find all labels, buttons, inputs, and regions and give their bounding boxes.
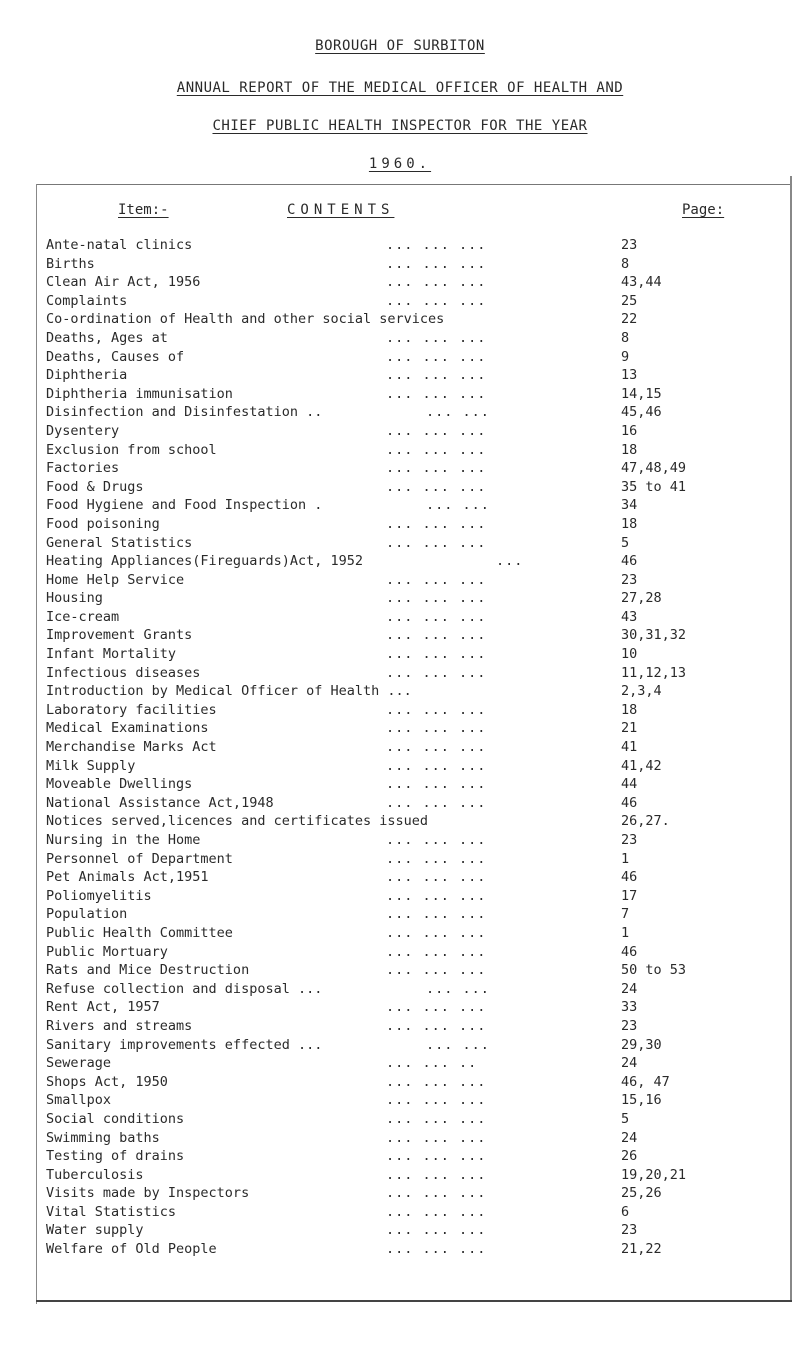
entry-leader-dots: ... ... ... <box>386 1017 487 1034</box>
contents-entry <box>46 329 786 348</box>
entry-page: 23 <box>621 832 638 848</box>
entry-leader-dots: ... ... ... <box>386 348 487 365</box>
entry-page: 17 <box>621 887 638 904</box>
entry-page: 7 <box>621 906 630 923</box>
entry-leader-dots: ... ... ... <box>386 1092 487 1109</box>
contents-entry <box>46 1129 786 1148</box>
entry-label: Rats and Mice Destruction <box>46 962 250 979</box>
entry-page: 5 <box>621 1110 630 1127</box>
entry-leader-dots: ... ... ... <box>386 329 487 346</box>
contents-entry <box>46 1221 786 1240</box>
entry-label: Food & Drugs <box>46 478 144 495</box>
entry-leader-dots: ... ... ... <box>386 887 487 904</box>
entry-label: Tuberculosis <box>46 1166 144 1183</box>
entry-page: 23 <box>621 1017 638 1034</box>
entry-leader-dots: ... ... ... <box>386 869 487 886</box>
entry-page: 47,48,49 <box>621 460 687 477</box>
entry-leader-dots: ... ... ... <box>386 701 487 718</box>
contents-entry <box>46 534 786 553</box>
entry-leader-dots: ... ... ... <box>386 1185 487 1202</box>
entry-label: Sewerage <box>46 1055 112 1072</box>
entry-label: Complaints <box>46 292 128 309</box>
entry-leader-dots: ... ... ... <box>386 1110 487 1127</box>
entry-leader-dots: ... ... ... <box>386 255 487 272</box>
entry-label: Rivers and streams <box>46 1017 193 1034</box>
entry-leader-dots: ... ... ... <box>386 1166 487 1183</box>
entry-leader-dots: ... ... ... <box>386 385 487 402</box>
entry-leader-dots: ... ... ... <box>386 590 487 607</box>
entry-page: 45,46 <box>621 404 662 421</box>
entry-page: 46 <box>621 553 638 570</box>
column-header-page: Page: <box>682 202 725 218</box>
entry-label: Smallpox <box>46 1092 112 1109</box>
entry-page: 23 <box>621 237 638 253</box>
entry-label: Moveable Dwellings <box>46 776 193 793</box>
entry-label: Pet Animals Act,1951 <box>46 869 209 886</box>
entry-leader-dots: ... ... ... <box>386 943 487 960</box>
entry-page: 18 <box>621 701 638 718</box>
contents-entry <box>46 812 786 831</box>
entry-page: 18 <box>621 441 638 458</box>
contents-entry <box>46 403 786 422</box>
entry-leader-dots: ... ... ... <box>386 441 487 458</box>
contents-entry <box>46 273 786 292</box>
entry-leader-dots: ... ... ... <box>386 515 487 532</box>
entry-label: Births <box>46 255 95 272</box>
entry-page: 25 <box>621 292 638 309</box>
entry-label: Ante-natal clinics <box>46 237 193 253</box>
contents-entry <box>46 775 786 794</box>
entry-page: 18 <box>621 515 638 532</box>
contents-entry <box>46 1166 786 1185</box>
entry-page: 27,28 <box>621 590 662 607</box>
entry-label: Heating Appliances(Fireguards)Act, 1952 <box>46 553 363 570</box>
contents-entry <box>46 719 786 738</box>
entry-page: 33 <box>621 999 638 1016</box>
entry-leader-dots: ... ... ... <box>386 367 487 384</box>
entry-page: 23 <box>621 1222 638 1239</box>
entry-page: 26,27. <box>621 813 670 830</box>
entry-leader-dots: ... ... ... <box>386 906 487 923</box>
contents-entry <box>46 868 786 887</box>
entry-page: 15,16 <box>621 1092 662 1109</box>
entry-leader-dots: ... ... ... <box>386 1073 487 1090</box>
contents-entry <box>46 366 786 385</box>
report-year: 1960. <box>368 156 432 172</box>
entry-label: Infectious diseases <box>46 664 201 681</box>
entry-leader-dots: ... ... ... <box>386 776 487 793</box>
entry-label: Factories <box>46 460 120 477</box>
entry-page: 23 <box>621 571 638 588</box>
entry-page: 46 <box>621 794 638 811</box>
entry-page: 22 <box>621 311 638 328</box>
entry-label: Infant Mortality <box>46 646 177 663</box>
contents-entry <box>46 980 786 999</box>
entry-label: Food Hygiene and Food Inspection . <box>46 497 323 514</box>
entry-label: Personnel of Department <box>46 850 233 867</box>
entry-label: Improvement Grants <box>46 627 193 644</box>
contents-entry <box>46 794 786 813</box>
entry-leader-dots: ... ... ... <box>386 571 487 588</box>
entry-page: 11,12,13 <box>621 664 687 681</box>
entry-label: Notices served,licences and certificates issued <box>46 813 429 830</box>
frame-bottom-rule <box>36 1300 792 1302</box>
entry-leader-dots: ... ... ... <box>386 534 487 551</box>
contents-entry <box>46 515 786 534</box>
column-header-item: Item:- <box>118 202 169 218</box>
contents-entry <box>46 255 786 274</box>
entry-leader-dots: ... ... <box>426 404 490 421</box>
entry-page: 10 <box>621 646 638 663</box>
entry-leader-dots: ... ... ... <box>386 1129 487 1146</box>
contents-entry <box>46 441 786 460</box>
entry-page: 24 <box>621 1055 638 1072</box>
column-header-contents: CONTENTS <box>287 202 395 218</box>
entry-leader-dots: ... ... <box>426 980 490 997</box>
entry-label: National Assistance Act,1948 <box>46 794 274 811</box>
entry-label: Swimming baths <box>46 1129 160 1146</box>
entry-leader-dots: ... ... ... <box>386 608 487 625</box>
entry-label: Vital Statistics <box>46 1203 177 1220</box>
entry-page: 24 <box>621 980 638 997</box>
entry-page: 1 <box>621 924 630 941</box>
entry-page: 19,20,21 <box>621 1166 687 1183</box>
entry-page: 35 to 41 <box>621 478 687 495</box>
contents-entry <box>46 422 786 441</box>
entry-label: Co-ordination of Health and other social services <box>46 311 445 328</box>
entry-leader-dots: ... ... ... <box>386 1222 487 1239</box>
entry-label: Testing of drains <box>46 1148 185 1165</box>
contents-entry <box>46 348 786 367</box>
entry-leader-dots: ... ... .. <box>386 1055 478 1072</box>
entry-page: 14,15 <box>621 385 662 402</box>
entry-leader-dots: ... ... ... <box>386 292 487 309</box>
entry-page: 41 <box>621 739 638 756</box>
frame-left-rule <box>36 184 37 1304</box>
contents-entry <box>46 236 786 255</box>
contents-entry <box>46 589 786 608</box>
entry-label: Deaths, Ages at <box>46 329 168 346</box>
entry-page: 44 <box>621 776 638 793</box>
entry-leader-dots: ... ... ... <box>386 832 487 848</box>
entry-leader-dots: ... ... ... <box>386 794 487 811</box>
entry-label: Dysentery <box>46 422 120 439</box>
contents-entry <box>46 905 786 924</box>
contents-list <box>46 236 786 1259</box>
entry-label: Welfare of Old People <box>46 1241 217 1258</box>
entry-leader-dots: ... ... ... <box>386 478 487 495</box>
entry-leader-dots: ... ... ... <box>386 720 487 737</box>
entry-page: 21 <box>621 720 638 737</box>
entry-leader-dots: ... ... ... <box>386 962 487 979</box>
entry-leader-dots: ... ... <box>426 497 490 514</box>
entry-page: 13 <box>621 367 638 384</box>
entry-leader-dots: ... ... ... <box>386 1203 487 1220</box>
frame-right-rule <box>790 176 792 1300</box>
entry-page: 43 <box>621 608 638 625</box>
entry-label: Milk Supply <box>46 757 136 774</box>
contents-entry <box>46 1203 786 1222</box>
entry-label: Merchandise Marks Act <box>46 739 217 756</box>
contents-entry <box>46 1091 786 1110</box>
contents-entry <box>46 664 786 683</box>
entry-page: 8 <box>621 255 630 272</box>
entry-label: Diphtheria <box>46 367 128 384</box>
entry-label: Shops Act, 1950 <box>46 1073 168 1090</box>
entry-leader-dots: ... ... ... <box>386 850 487 867</box>
entry-label: Home Help Service <box>46 571 185 588</box>
entry-page: 8 <box>621 329 630 346</box>
entry-label: Ice-cream <box>46 608 120 625</box>
contents-entry <box>46 571 786 590</box>
entry-label: Rent Act, 1957 <box>46 999 160 1016</box>
contents-entry <box>46 1240 786 1259</box>
entry-leader-dots: ... ... ... <box>386 1241 487 1258</box>
entry-page: 16 <box>621 422 638 439</box>
entry-page: 26 <box>621 1148 638 1165</box>
contents-entry <box>46 310 786 329</box>
entry-leader-dots: ... ... ... <box>386 274 487 291</box>
entry-leader-dots: ... ... ... <box>386 646 487 663</box>
entry-label: Population <box>46 906 128 923</box>
contents-entry <box>46 831 786 850</box>
entry-page: 46 <box>621 869 638 886</box>
entry-label: Diphtheria immunisation <box>46 385 233 402</box>
entry-label: Visits made by Inspectors <box>46 1185 250 1202</box>
entry-leader-dots: ... ... ... <box>386 757 487 774</box>
entry-page: 5 <box>621 534 630 551</box>
entry-label: Public Mortuary <box>46 943 168 960</box>
entry-label: Sanitary improvements effected ... <box>46 1036 323 1053</box>
contents-entry <box>46 496 786 515</box>
contents-entry <box>46 1110 786 1129</box>
contents-entry <box>46 701 786 720</box>
entry-label: Medical Examinations <box>46 720 209 737</box>
contents-entry <box>46 887 786 906</box>
entry-label: Social conditions <box>46 1110 185 1127</box>
entry-page: 30,31,32 <box>621 627 687 644</box>
contents-entry <box>46 1054 786 1073</box>
contents-entry <box>46 1073 786 1092</box>
entry-page: 50 to 53 <box>621 962 687 979</box>
entry-leader-dots: ... ... ... <box>386 460 487 477</box>
entry-page: 34 <box>621 497 638 514</box>
entry-leader-dots: ... ... ... <box>386 664 487 681</box>
frame-top-rule <box>36 184 792 185</box>
contents-entry <box>46 626 786 645</box>
contents-entry <box>46 292 786 311</box>
entry-leader-dots: ... <box>496 553 524 570</box>
entry-label: Refuse collection and disposal ... <box>46 980 323 997</box>
entry-label: Water supply <box>46 1222 144 1239</box>
entry-label: Clean Air Act, 1956 <box>46 274 201 291</box>
entry-label: Nursing in the Home <box>46 832 201 848</box>
entry-page: 46, 47 <box>621 1073 670 1090</box>
contents-entry <box>46 459 786 478</box>
entry-label: Introduction by Medical Officer of Health ... <box>46 683 412 700</box>
entry-page: 46 <box>621 943 638 960</box>
entry-page: 9 <box>621 348 630 365</box>
entry-leader-dots: ... ... ... <box>386 739 487 756</box>
entry-page: 21,22 <box>621 1241 662 1258</box>
contents-entry <box>46 608 786 627</box>
entry-page: 2,3,4 <box>621 683 662 700</box>
contents-entry <box>46 1036 786 1055</box>
entry-leader-dots: ... ... <box>426 1036 490 1053</box>
entry-leader-dots: ... ... ... <box>386 924 487 941</box>
entry-label: Public Health Committee <box>46 924 233 941</box>
entry-page: 43,44 <box>621 274 662 291</box>
entry-label: Housing <box>46 590 103 607</box>
borough-title: BOROUGH OF SURBITON <box>315 38 485 54</box>
entry-label: Exclusion from school <box>46 441 217 458</box>
contents-entry <box>46 1147 786 1166</box>
contents-entry <box>46 961 786 980</box>
contents-entry <box>46 998 786 1017</box>
entry-label: Laboratory facilities <box>46 701 217 718</box>
entry-label: Disinfection and Disinfestation .. <box>46 404 323 421</box>
entry-page: 6 <box>621 1203 630 1220</box>
entry-leader-dots: ... ... ... <box>386 999 487 1016</box>
entry-leader-dots: ... ... ... <box>386 237 487 253</box>
entry-label: Food poisoning <box>46 515 160 532</box>
entry-page: 29,30 <box>621 1036 662 1053</box>
entry-label: General Statistics <box>46 534 193 551</box>
contents-entry <box>46 1017 786 1036</box>
report-title-line-2: CHIEF PUBLIC HEALTH INSPECTOR FOR THE YEAR <box>212 118 588 134</box>
contents-entry <box>46 645 786 664</box>
contents-entry <box>46 682 786 701</box>
entry-leader-dots: ... ... ... <box>386 1148 487 1165</box>
contents-entry <box>46 850 786 869</box>
entry-page: 25,26 <box>621 1185 662 1202</box>
contents-entry <box>46 1184 786 1203</box>
entry-page: 41,42 <box>621 757 662 774</box>
contents-entry <box>46 738 786 757</box>
entry-leader-dots: ... ... ... <box>386 422 487 439</box>
entry-page: 1 <box>621 850 630 867</box>
entry-label: Deaths, Causes of <box>46 348 185 365</box>
contents-entry <box>46 924 786 943</box>
contents-entry <box>46 478 786 497</box>
report-title-line-1: ANNUAL REPORT OF THE MEDICAL OFFICER OF HEALTH AND <box>176 80 624 96</box>
entry-leader-dots: ... ... ... <box>386 627 487 644</box>
contents-entry <box>46 385 786 404</box>
entry-page: 24 <box>621 1129 638 1146</box>
entry-label: Poliomyelitis <box>46 887 152 904</box>
contents-entry <box>46 943 786 962</box>
contents-entry <box>46 552 786 571</box>
contents-entry <box>46 757 786 776</box>
